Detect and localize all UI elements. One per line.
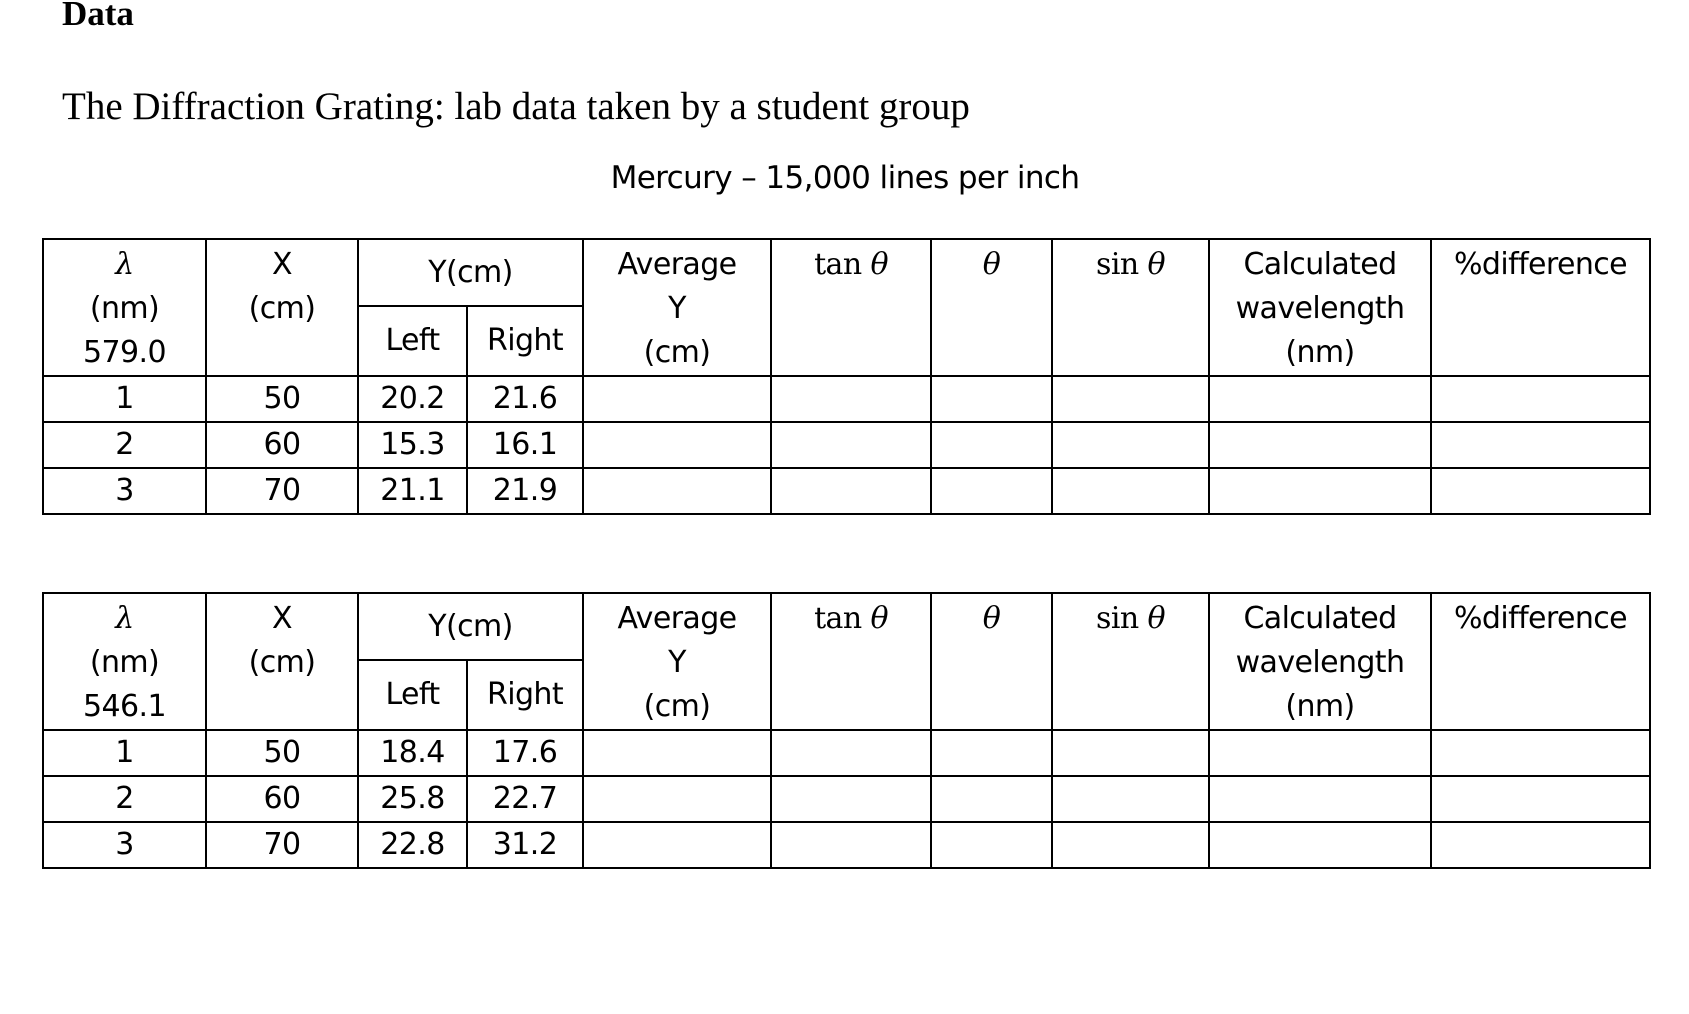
average-cell[interactable] — [583, 776, 771, 822]
x-cell: 60 — [206, 776, 358, 822]
tan-cell[interactable] — [771, 422, 931, 468]
x-cell: 70 — [206, 822, 358, 868]
average-cell[interactable] — [583, 730, 771, 776]
lambda-value: 546.1 — [83, 689, 166, 724]
tan-fn: tan — [814, 247, 862, 282]
percent-cell[interactable] — [1431, 730, 1650, 776]
theta-cell[interactable] — [931, 730, 1052, 776]
section-heading: Data — [62, 0, 134, 33]
sin-cell[interactable] — [1052, 468, 1209, 514]
page-title: The Diffraction Grating: lab data taken by a student group — [62, 85, 970, 128]
average-y-header — [583, 593, 771, 730]
percent-cell[interactable] — [1431, 468, 1650, 514]
sin-cell[interactable] — [1052, 822, 1209, 868]
order-cell: 1 — [43, 730, 206, 776]
percent-difference-header: %difference — [1431, 593, 1650, 730]
tan-cell[interactable] — [771, 730, 931, 776]
lambda-header — [43, 239, 206, 376]
y-header: Y(cm) — [358, 239, 583, 306]
average-line-3: (cm) — [643, 335, 711, 370]
data-table-1 — [42, 238, 1651, 515]
x-unit: (cm) — [248, 291, 316, 326]
lambda-value: 579.0 — [83, 335, 166, 370]
left-header: Left — [358, 660, 467, 730]
calculated-cell[interactable] — [1209, 730, 1431, 776]
tan-theta-header — [771, 593, 931, 730]
average-line-3: (cm) — [643, 689, 711, 724]
theta-symbol: θ — [982, 247, 1001, 282]
tan-cell[interactable] — [771, 468, 931, 514]
order-cell: 2 — [43, 776, 206, 822]
theta-cell[interactable] — [931, 468, 1052, 514]
tan-cell[interactable] — [771, 822, 931, 868]
x-label: X — [272, 247, 292, 282]
average-line-2: Y — [668, 645, 686, 680]
calculated-wavelength-header — [1209, 239, 1431, 376]
calculated-cell[interactable] — [1209, 822, 1431, 868]
calc-line-2: wavelength — [1235, 645, 1405, 680]
right-header: Right — [467, 306, 583, 376]
percent-difference-header: %difference — [1431, 239, 1650, 376]
lambda-symbol: λ — [115, 601, 134, 636]
right-cell: 16.1 — [467, 422, 583, 468]
average-line-2: Y — [668, 291, 686, 326]
theta-symbol: θ — [1147, 601, 1165, 636]
x-cell: 70 — [206, 468, 358, 514]
percent-cell[interactable] — [1431, 422, 1650, 468]
theta-symbol: θ — [1147, 247, 1165, 282]
sin-theta-header — [1052, 239, 1209, 376]
calc-line-3: (nm) — [1285, 689, 1355, 724]
sin-theta-header — [1052, 593, 1209, 730]
tan-theta-header — [771, 239, 931, 376]
right-header: Right — [467, 660, 583, 730]
right-cell: 22.7 — [467, 776, 583, 822]
right-cell: 17.6 — [467, 730, 583, 776]
x-label: X — [272, 601, 292, 636]
calculated-cell[interactable] — [1209, 468, 1431, 514]
theta-symbol: θ — [870, 247, 888, 282]
calculated-wavelength-header — [1209, 593, 1431, 730]
x-header — [206, 593, 358, 730]
table-row — [43, 730, 1650, 776]
y-header: Y(cm) — [358, 593, 583, 660]
table-row — [43, 822, 1650, 868]
percent-cell[interactable] — [1431, 776, 1650, 822]
calc-line-1: Calculated — [1243, 247, 1397, 282]
average-cell[interactable] — [583, 376, 771, 422]
lambda-header — [43, 593, 206, 730]
left-cell: 25.8 — [358, 776, 467, 822]
left-cell: 21.1 — [358, 468, 467, 514]
lambda-symbol: λ — [115, 247, 134, 282]
left-cell: 20.2 — [358, 376, 467, 422]
order-cell: 2 — [43, 422, 206, 468]
percent-cell[interactable] — [1431, 822, 1650, 868]
right-cell: 21.9 — [467, 468, 583, 514]
percent-cell[interactable] — [1431, 376, 1650, 422]
sin-cell[interactable] — [1052, 776, 1209, 822]
table-row — [43, 422, 1650, 468]
x-cell: 50 — [206, 730, 358, 776]
calc-line-1: Calculated — [1243, 601, 1397, 636]
table-row — [43, 468, 1650, 514]
theta-header — [931, 239, 1052, 376]
average-line-1: Average — [617, 601, 737, 636]
average-cell[interactable] — [583, 822, 771, 868]
table-row — [43, 776, 1650, 822]
left-cell: 18.4 — [358, 730, 467, 776]
theta-cell[interactable] — [931, 376, 1052, 422]
left-cell: 15.3 — [358, 422, 467, 468]
theta-symbol: θ — [982, 601, 1001, 636]
order-cell: 3 — [43, 822, 206, 868]
theta-cell[interactable] — [931, 422, 1052, 468]
theta-header — [931, 593, 1052, 730]
right-cell: 21.6 — [467, 376, 583, 422]
average-line-1: Average — [617, 247, 737, 282]
tan-cell[interactable] — [771, 776, 931, 822]
right-cell: 31.2 — [467, 822, 583, 868]
x-cell: 50 — [206, 376, 358, 422]
calc-line-2: wavelength — [1235, 291, 1405, 326]
lambda-unit: (nm) — [89, 291, 160, 326]
x-unit: (cm) — [248, 645, 316, 680]
theta-cell[interactable] — [931, 822, 1052, 868]
x-cell: 60 — [206, 422, 358, 468]
calculated-cell[interactable] — [1209, 376, 1431, 422]
theta-cell[interactable] — [931, 776, 1052, 822]
sin-fn: sin — [1096, 247, 1139, 282]
left-header: Left — [358, 306, 467, 376]
data-table-2 — [42, 592, 1651, 869]
lambda-unit: (nm) — [89, 645, 160, 680]
sin-cell[interactable] — [1052, 376, 1209, 422]
table-caption: Mercury – 15,000 lines per inch — [610, 160, 1080, 196]
sin-cell[interactable] — [1052, 730, 1209, 776]
left-cell: 22.8 — [358, 822, 467, 868]
x-header — [206, 239, 358, 376]
calculated-cell[interactable] — [1209, 776, 1431, 822]
order-cell: 3 — [43, 468, 206, 514]
sin-fn: sin — [1096, 601, 1139, 636]
calc-line-3: (nm) — [1285, 335, 1355, 370]
average-y-header — [583, 239, 771, 376]
calculated-cell[interactable] — [1209, 422, 1431, 468]
average-cell[interactable] — [583, 422, 771, 468]
order-cell: 1 — [43, 376, 206, 422]
table-row — [43, 376, 1650, 422]
theta-symbol: θ — [870, 601, 888, 636]
sin-cell[interactable] — [1052, 422, 1209, 468]
average-cell[interactable] — [583, 468, 771, 514]
tan-cell[interactable] — [771, 376, 931, 422]
tan-fn: tan — [814, 601, 862, 636]
